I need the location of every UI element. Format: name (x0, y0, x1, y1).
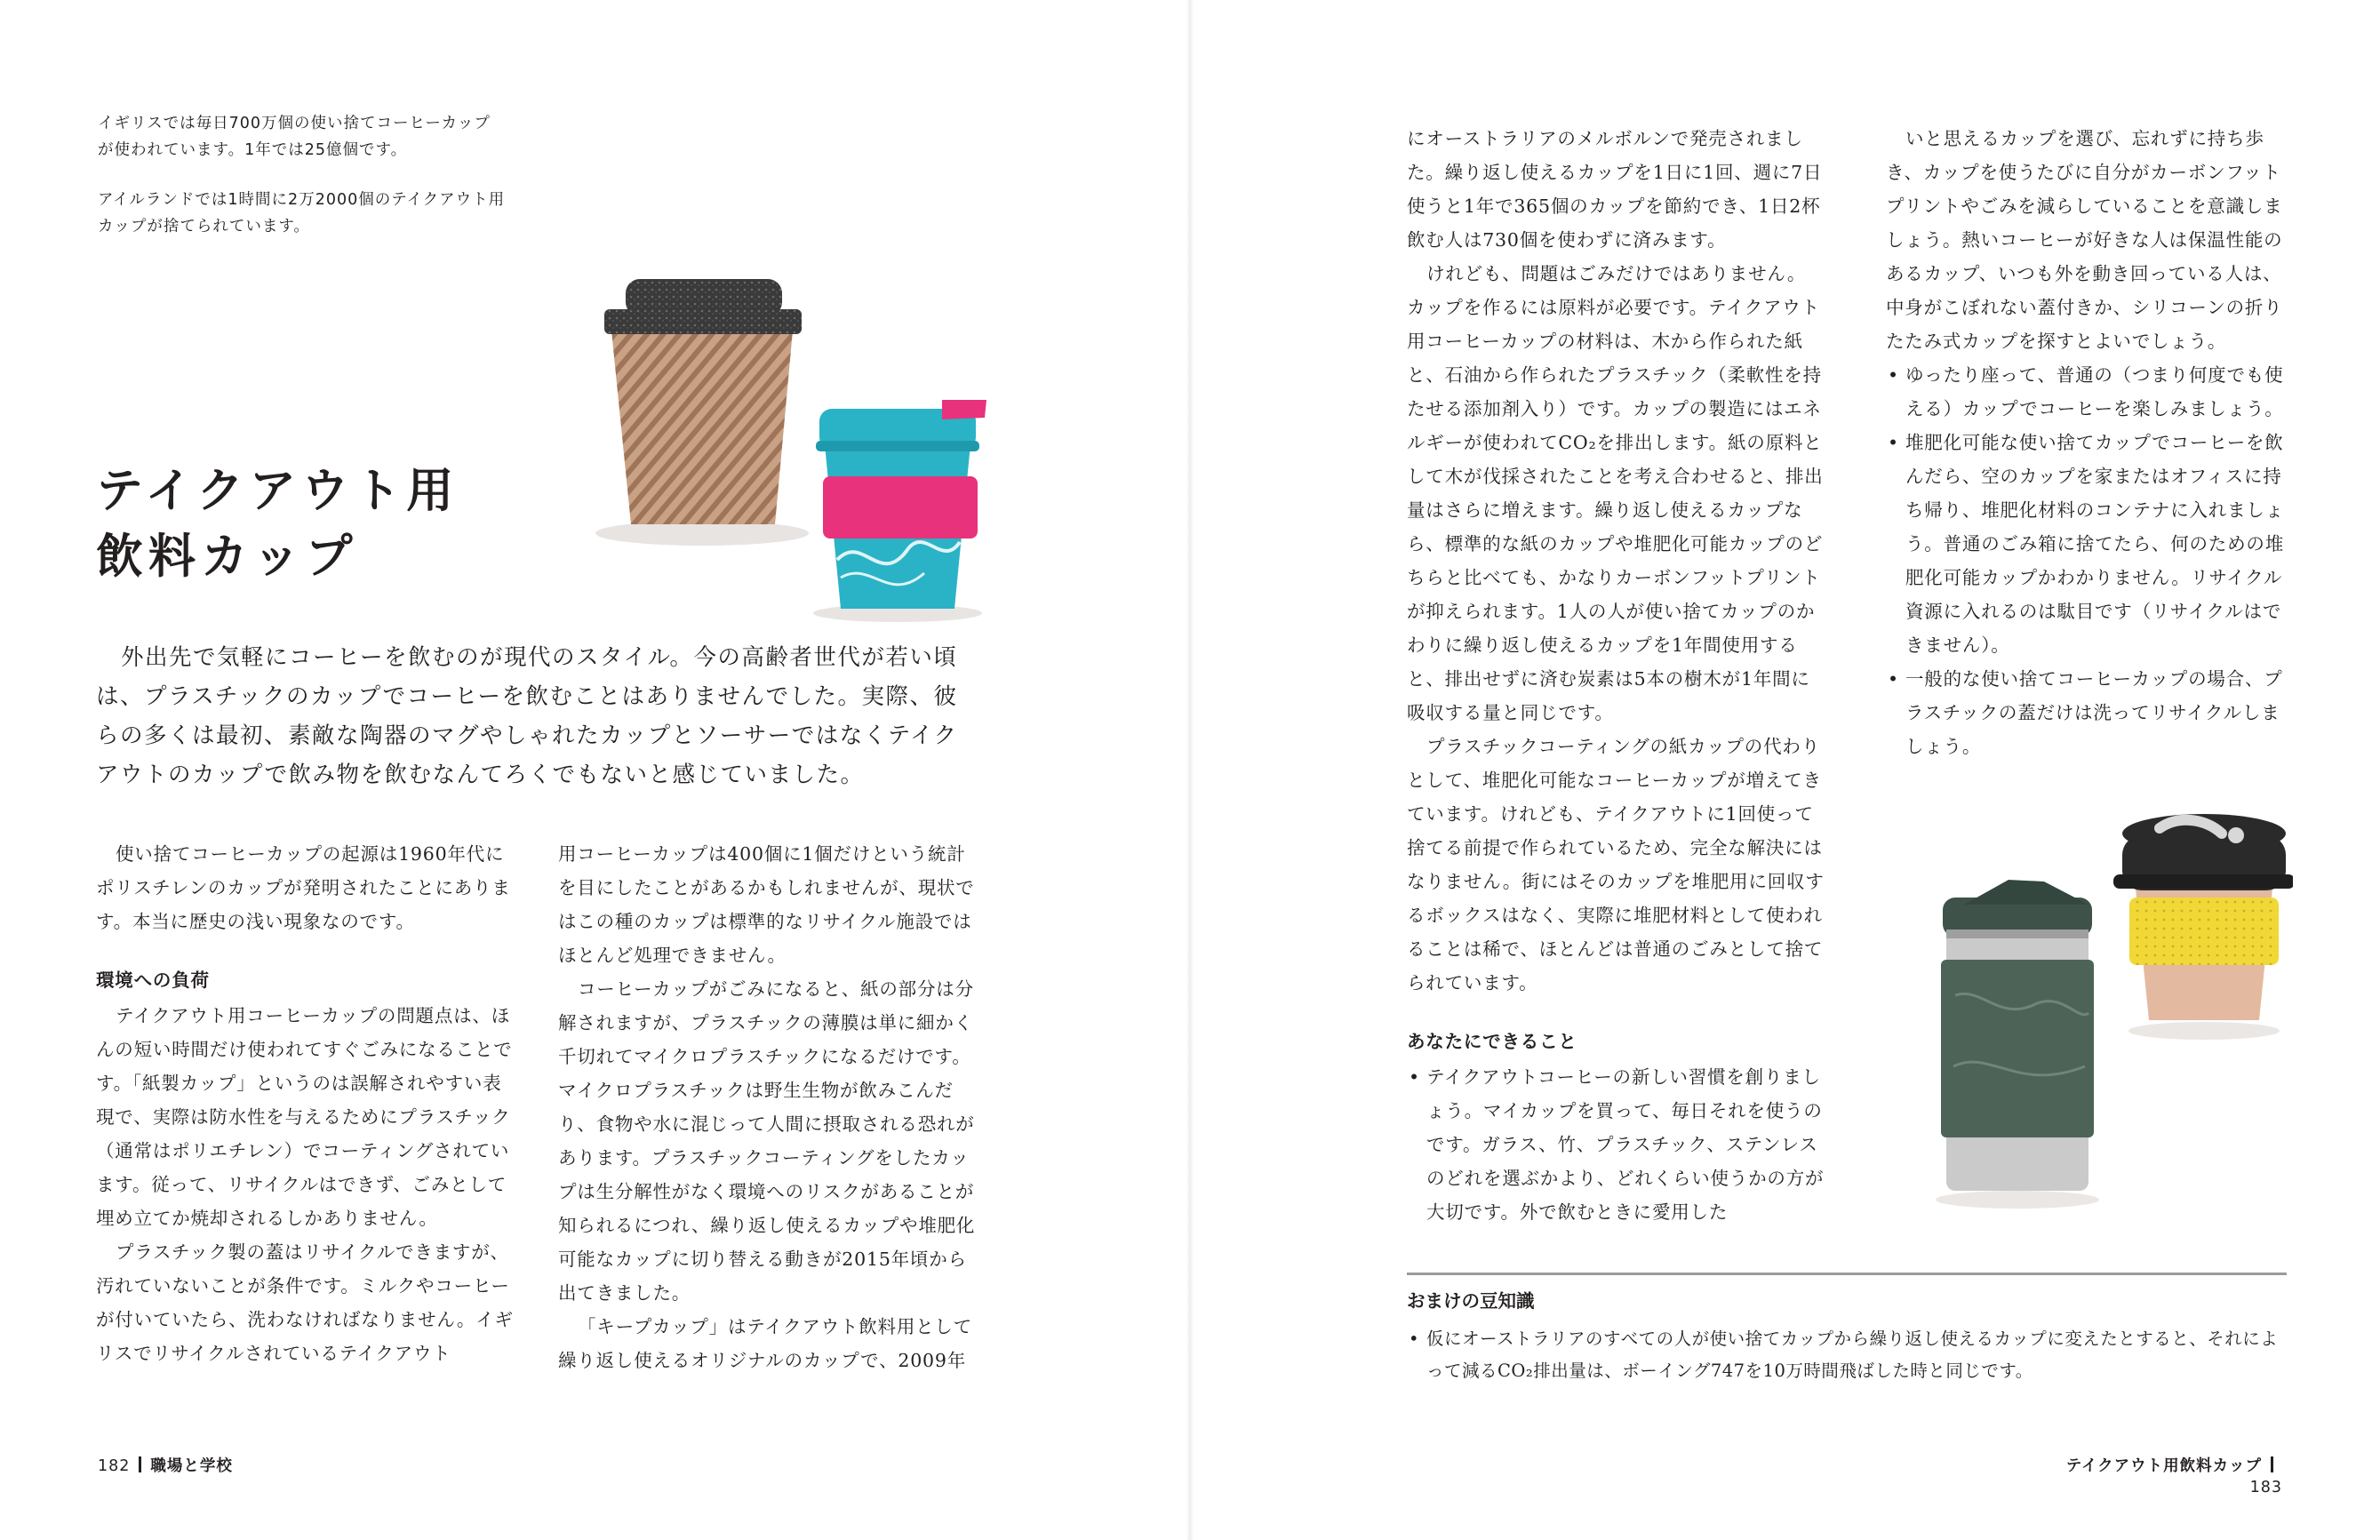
paragraph: にオーストラリアのメルボルンで発売されました。繰り返し使えるカップを1日に1回、週に7日使うと1年で365個のカップを節約でき、1日2杯飲む人は730個を使わずに済みます。 (1407, 128, 1823, 251)
title-line2: 飲料カップ (96, 530, 358, 584)
folio-right (2042, 1456, 2282, 1498)
section-heading-what-you-can-do: あなたにできること (1407, 1031, 1577, 1052)
paragraph: プラスチックコーティングの紙カップの代わりとして、堆肥化可能なコーヒーカップが増えてきています。けれども、テイクアウトに1回使って捨てる前提で作られているため、完全な解決にはなりません。街にはそのカップを堆肥用に回収するボックスはなく、実際に堆肥材料として使われることは稀で、ほとんどは普通のごみとして捨てられています。 (1407, 736, 1825, 993)
folio-divider (2271, 1456, 2273, 1472)
section-heading-environment: 環境への負荷 (96, 969, 210, 991)
stats-sidebar (98, 110, 507, 263)
page-number-left: 182 (98, 1457, 131, 1475)
trivia-box (1407, 1273, 2287, 1387)
list-item: • 一般的な使い捨てコーヒーカップの場合、プラスチックの蓋だけは洗ってリサイクルしましょう。 (1886, 662, 2286, 763)
stat-ireland: アイルランドでは1時間に2万2000個のテイクアウト用カップが捨てられています。 (98, 191, 506, 235)
trivia-heading: おまけの豆知識 (1407, 1290, 1535, 1312)
striped-paper-cup-icon (611, 331, 793, 524)
text-column-2 (558, 837, 976, 1377)
list-item: • テイクアウトコーヒーの新しい習慣を創りましょう。マイカップを買って、毎日それを使うのです。ガラス、竹、プラスチック、ステンレスのどれを選ぶかより、どれくらい使うかの方が大切です。外で飲むときに愛用した (1407, 1060, 1825, 1229)
page-title (96, 459, 459, 590)
chapter-title: テイクアウト用飲料カップ (2065, 1457, 2262, 1475)
paragraph: プラスチック製の蓋はリサイクルできますが、汚れていないことが条件です。ミルクやコーヒーが付いていたら、洗わなければなりません。イギリスでリサイクルされているテイクアウト (96, 1241, 514, 1364)
left-cups-illustration (587, 267, 1004, 622)
text-column-1 (96, 837, 518, 1370)
paragraph: 「キープカップ」はテイクアウト飲料用として繰り返し使えるオリジナルのカップで、2009年 (558, 1316, 973, 1371)
paragraph: けれども、問題はごみだけではありません。カップを作るには原料が必要です。テイクアウト用コーヒーカップの材料は、木から作られた紙と、石油から作られたプラスチック（柔軟性を持たせる添加剤入り）です。カップの製造にはエネルギーが使われてCO₂を排出します。紙の原料として木が伐採されたことを考え合わせると、排出量はさらに増えます。繰り返し使えるカップなら、標準的な紙のカップや堆肥化可能カップのどちらと比べても、かなりカーボンフットプリントが抑えられます。1人の人が使い捨てカップのかわりに繰り返し使えるカップを1年間使用すると、排出せずに済む炭素は5本の樹木が1年間に吸収する量と同じです。 (1407, 263, 1824, 723)
lead-paragraph: 外出先で気軽にコーヒーを飲むのが現代のスタイル。今の高齢者世代が若い頃は、プラスチックのカップでコーヒーを飲むことはありませんでした。実際、彼らの多くは最初、素敵な陶器のマグやしゃれたカップとソーサーではなくテイクアウトのカップで飲み物を飲むなんてろくでもないと感じていました。 (96, 644, 958, 788)
stat-uk: イギリスでは毎日700万個の使い捨てコーヒーカップが使われています。1年では25億個です。 (98, 115, 491, 159)
text-column-4 (1886, 122, 2286, 763)
folio-divider (139, 1456, 141, 1472)
paragraph-continued: いと思えるカップを選び、忘れずに持ち歩き、カップを使うたびに自分がカーボンフットプリントやごみを減らしていることを意識しましょう。熱いコーヒーが好きな人は保温性能のあるカップ、いつも外を動き回っている人は、中身がこぼれない蓋付きか、シリコーンの折りたたみ式カップを探すとよいでしょう。 (1886, 128, 2283, 352)
intro-paragraph: 使い捨てコーヒーカップの起源は1960年代にポリスチレンのカップが発明されたことにあります。本当に歴史の浅い現象なのです。 (96, 843, 511, 932)
right-cups-illustration (1911, 782, 2293, 1244)
action-list (1407, 1060, 1825, 1229)
list-item: • 堆肥化可能な使い捨てカップでコーヒーを飲んだら、空のカップを家またはオフィスに持ち帰り、堆肥化材料のコンテナに入れましょう。普通のごみ箱に捨てたら、何のための堆肥化可能カップかわかりません。リサイクル資源に入れるのは駄目です（リサイクルはできません）。 (1886, 426, 2286, 662)
title-line1: テイクアウト用 (96, 464, 459, 518)
paragraph: テイクアウト用コーヒーカップの問題点は、ほんの短い時間だけ使われてすぐごみになることです。「紙製カップ」というのは誤解されやすい表現で、実際は防水性を与えるためにプラスチック（通常はポリエチレン）でコーティングされています。従って、リサイクルはできず、ごみとして埋め立てか焼却されるしかありません。 (96, 1005, 513, 1229)
mugs-drawing (1911, 782, 2293, 1244)
list-item: • ゆったり座って、普通の（つまり何度でも使える）カップでコーヒーを楽しみましょう。 (1886, 358, 2286, 426)
paragraph: コーヒーカップがごみになると、紙の部分は分解されますが、プラスチックの薄膜は単に細かく千切れてマイクロプラスチックになるだけです。マイクロプラスチックは野生生物が飲みこんだり、食物や水に混じって人間に摂取される恐れがあります。プラスチックコーティングをしたカップは生分解性がなく環境へのリスクがあることが知られるにつれ、繰り返し使えるカップや堆肥化可能なカップに切り替える動きが2015年頃から出てきました。 (558, 978, 976, 1304)
trivia-item: • 仮にオーストラリアのすべての人が使い捨てカップから繰り返し使えるカップに変えたとすると、それによって減るCO₂排出量は、ボーイング747を10万時間飛ばした時と同じです。 (1407, 1323, 2287, 1387)
page-number-right: 183 (2249, 1479, 2282, 1496)
paragraph: 用コーヒーカップは400個に1個だけという統計を目にしたことがあるかもしれませんが、現状ではこの種のカップは標準的なリサイクル施設ではほとんど処理できません。 (558, 843, 975, 966)
action-list-continued (1886, 358, 2286, 763)
text-column-3 (1407, 122, 1825, 1229)
cups-drawing (587, 267, 1004, 622)
section-name: 職場と学校 (150, 1457, 233, 1475)
trivia-list (1407, 1323, 2287, 1387)
folio-left (98, 1456, 233, 1477)
